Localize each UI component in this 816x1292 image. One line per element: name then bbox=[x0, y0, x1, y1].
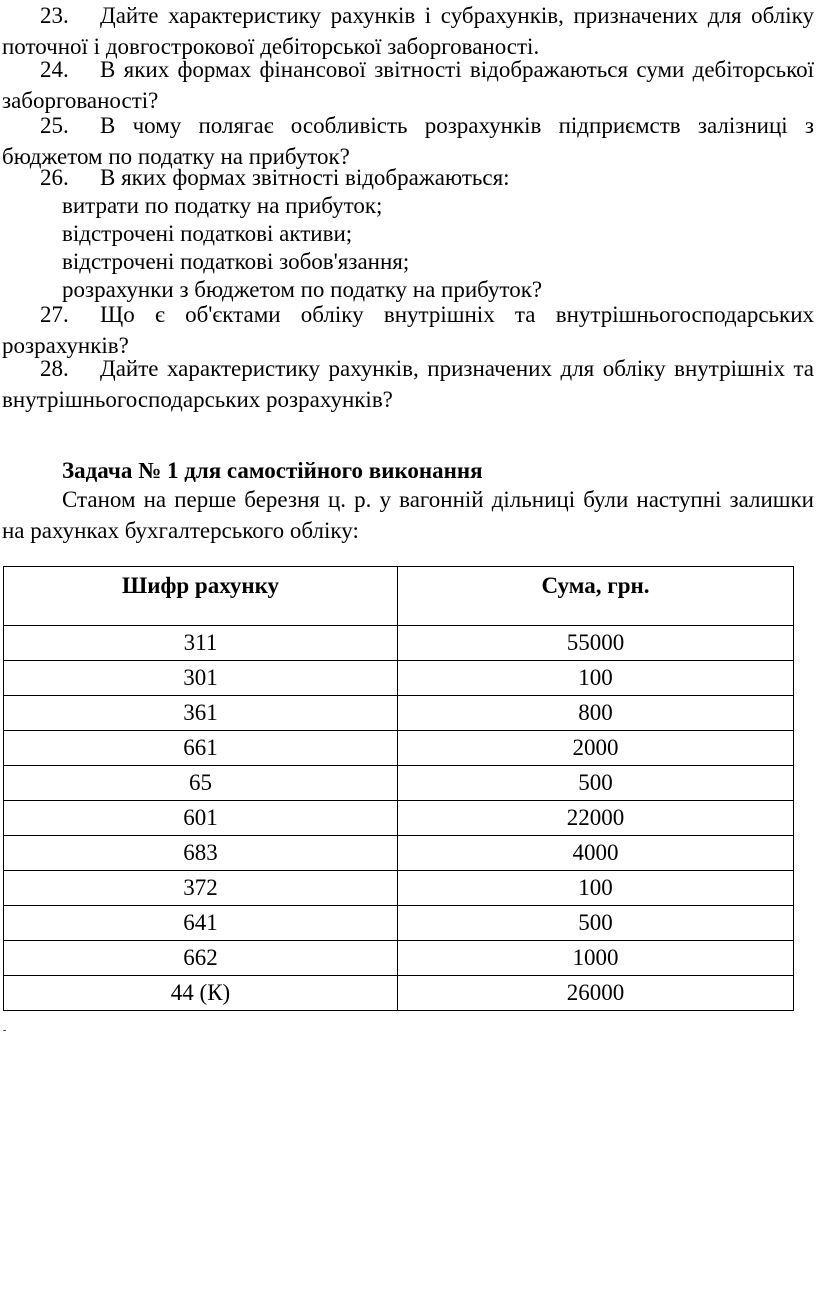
table-row bbox=[4, 976, 794, 1011]
table-row bbox=[4, 801, 794, 836]
amount-cell: 2000 bbox=[398, 731, 794, 766]
column-header-account-code: Шифр рахунку bbox=[4, 567, 398, 626]
amount-cell: 800 bbox=[398, 696, 794, 731]
account-code-cell: 301 bbox=[4, 661, 398, 696]
task-title: Задача № 1 для самостійного виконання bbox=[62, 458, 483, 483]
account-code-cell: 662 bbox=[4, 941, 398, 976]
table-row bbox=[4, 731, 794, 766]
q26-item: відстрочені податкові зобов'язання; bbox=[62, 249, 410, 274]
amount-cell: 500 bbox=[398, 766, 794, 801]
question-text: В чому полягає особливість розрахунків підприємств залізниці з бюджетом по податку на прибуток? bbox=[2, 113, 814, 169]
table-row bbox=[4, 661, 794, 696]
account-code-cell: 683 bbox=[4, 836, 398, 871]
amount-cell: 22000 bbox=[398, 801, 794, 836]
amount-cell: 500 bbox=[398, 906, 794, 941]
amount-cell: 1000 bbox=[398, 941, 794, 976]
table-row bbox=[4, 871, 794, 906]
q26-item: відстрочені податкові активи; bbox=[62, 221, 353, 246]
question-text: В яких формах звітності відображаються: bbox=[100, 165, 510, 190]
question-number: 25. bbox=[40, 113, 69, 138]
question-27 bbox=[2, 299, 814, 361]
table-row bbox=[4, 696, 794, 731]
table-row bbox=[4, 626, 794, 661]
question-26 bbox=[2, 162, 814, 193]
account-code-cell: 601 bbox=[4, 801, 398, 836]
amount-cell: 55000 bbox=[398, 626, 794, 661]
question-number: 24. bbox=[40, 57, 69, 82]
question-28 bbox=[2, 353, 814, 415]
question-text: Що є об'єктами обліку внутрішніх та внутрішньогосподарських розрахунків? bbox=[2, 302, 814, 358]
table-header-row bbox=[4, 567, 794, 626]
amount-cell: 26000 bbox=[398, 976, 794, 1011]
account-code-cell: 661 bbox=[4, 731, 398, 766]
column-header-amount: Сума, грн. bbox=[398, 567, 794, 626]
account-code-cell: 641 bbox=[4, 906, 398, 941]
q26-item: розрахунки з бюджетом по податку на прибуток? bbox=[62, 277, 543, 302]
question-number: 28. bbox=[40, 356, 69, 381]
question-24 bbox=[2, 54, 814, 116]
question-text: Дайте характеристику рахунків, призначених для обліку внутрішніх та внутрішньогосподарських розрахунків? bbox=[2, 356, 814, 412]
amount-cell: 100 bbox=[398, 871, 794, 906]
table-row bbox=[4, 906, 794, 941]
question-23 bbox=[2, 0, 814, 62]
task-text: Станом на перше березня ц. р. у вагонній дільниці були наступні залишки на рахунках бухгалтерського обліку: bbox=[2, 487, 814, 543]
question-number: 26. bbox=[40, 165, 69, 190]
question-number: 27. bbox=[40, 302, 69, 327]
table-row bbox=[4, 941, 794, 976]
question-number: 23. bbox=[40, 3, 69, 28]
table-row bbox=[4, 836, 794, 871]
footer-mark: - bbox=[3, 1025, 7, 1036]
account-code-cell: 372 bbox=[4, 871, 398, 906]
account-code-cell: 311 bbox=[4, 626, 398, 661]
account-code-cell: 361 bbox=[4, 696, 398, 731]
balances-table bbox=[3, 566, 794, 1011]
account-code-cell: 44 (К) bbox=[4, 976, 398, 1011]
q26-item: витрати по податку на прибуток; bbox=[62, 193, 383, 218]
question-text: Дайте характеристику рахунків і субрахунків, призначених для обліку поточної і довгострокової дебіторської заборгованості. bbox=[2, 3, 814, 59]
amount-cell: 100 bbox=[398, 661, 794, 696]
amount-cell: 4000 bbox=[398, 836, 794, 871]
question-text: В яких формах фінансової звітності відображаються суми дебіторської заборгованості? bbox=[2, 57, 814, 113]
table-row bbox=[4, 766, 794, 801]
account-code-cell: 65 bbox=[4, 766, 398, 801]
